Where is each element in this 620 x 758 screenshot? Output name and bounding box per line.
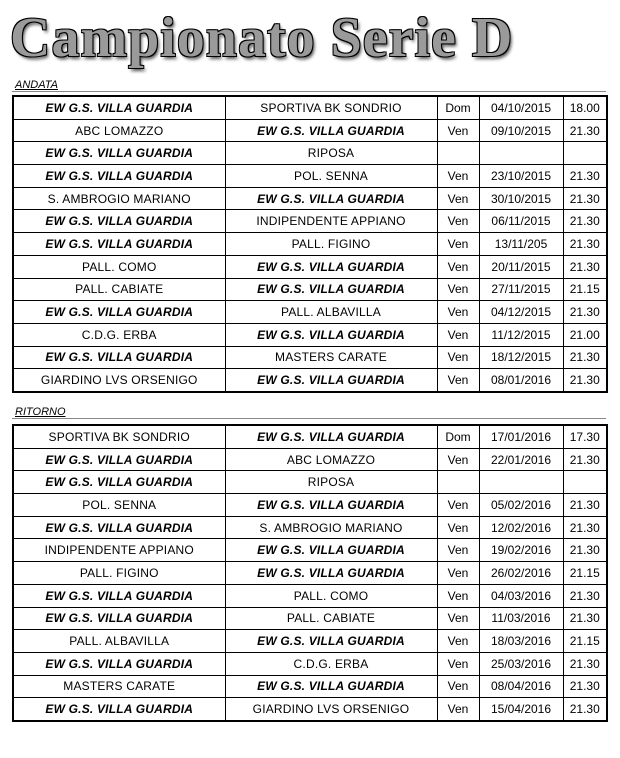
match-row xyxy=(13,562,607,585)
home-team-cell: EW G.S. VILLA GUARDIA xyxy=(13,96,225,119)
match-row xyxy=(13,369,607,392)
match-row xyxy=(13,516,607,539)
time-cell: 21.00 xyxy=(563,323,607,346)
time-cell: 21.30 xyxy=(563,233,607,256)
away-team-cell: SPORTIVA BK SONDRIO xyxy=(225,96,437,119)
day-cell: Ven xyxy=(437,119,479,142)
home-team-cell: EW G.S. VILLA GUARDIA xyxy=(13,584,225,607)
match-row xyxy=(13,652,607,675)
match-row xyxy=(13,607,607,630)
match-row xyxy=(13,323,607,346)
away-team-cell: EW G.S. VILLA GUARDIA xyxy=(225,539,437,562)
day-cell: Ven xyxy=(437,652,479,675)
date-cell: 11/03/2016 xyxy=(479,607,563,630)
date-cell: 25/03/2016 xyxy=(479,652,563,675)
date-cell: 26/02/2016 xyxy=(479,562,563,585)
away-team-cell: RIPOSA xyxy=(225,142,437,165)
date-cell: 04/12/2015 xyxy=(479,301,563,324)
time-cell: 21.30 xyxy=(563,675,607,698)
date-cell: 08/01/2016 xyxy=(479,369,563,392)
home-team-cell: EW G.S. VILLA GUARDIA xyxy=(13,210,225,233)
section-label-andata: ANDATA xyxy=(15,79,58,91)
match-row xyxy=(13,278,607,301)
time-cell: 21.15 xyxy=(563,278,607,301)
home-team-cell: ABC LOMAZZO xyxy=(13,119,225,142)
date-cell: 19/02/2016 xyxy=(479,539,563,562)
time-cell: 21.30 xyxy=(563,346,607,369)
section-divider xyxy=(12,418,606,419)
match-row xyxy=(13,494,607,517)
date-cell: 12/02/2016 xyxy=(479,516,563,539)
section-divider xyxy=(12,91,606,92)
home-team-cell: PALL. COMO xyxy=(13,255,225,278)
home-team-cell: EW G.S. VILLA GUARDIA xyxy=(13,142,225,165)
time-cell: 21.30 xyxy=(563,119,607,142)
away-team-cell: EW G.S. VILLA GUARDIA xyxy=(225,278,437,301)
date-cell: 18/03/2016 xyxy=(479,630,563,653)
date-cell: 23/10/2015 xyxy=(479,165,563,188)
match-row xyxy=(13,187,607,210)
date-cell xyxy=(479,142,563,165)
time-cell: 21.30 xyxy=(563,448,607,471)
match-row xyxy=(13,448,607,471)
away-team-cell: EW G.S. VILLA GUARDIA xyxy=(225,630,437,653)
away-team-cell: EW G.S. VILLA GUARDIA xyxy=(225,562,437,585)
home-team-cell: POL. SENNA xyxy=(13,494,225,517)
away-team-cell: EW G.S. VILLA GUARDIA xyxy=(225,369,437,392)
match-row xyxy=(13,698,607,721)
away-team-cell: EW G.S. VILLA GUARDIA xyxy=(225,187,437,210)
day-cell: Ven xyxy=(437,187,479,210)
date-cell: 17/01/2016 xyxy=(479,425,563,448)
time-cell: 21.15 xyxy=(563,562,607,585)
time-cell: 21.30 xyxy=(563,539,607,562)
home-team-cell: S. AMBROGIO MARIANO xyxy=(13,187,225,210)
date-cell: 11/12/2015 xyxy=(479,323,563,346)
date-cell: 04/03/2016 xyxy=(479,584,563,607)
date-cell: 06/11/2015 xyxy=(479,210,563,233)
section-label-ritorno: RITORNO xyxy=(15,406,66,418)
home-team-cell: EW G.S. VILLA GUARDIA xyxy=(13,346,225,369)
time-cell: 21.30 xyxy=(563,607,607,630)
home-team-cell: PALL. FIGINO xyxy=(13,562,225,585)
home-team-cell: GIARDINO LVS ORSENIGO xyxy=(13,369,225,392)
match-row xyxy=(13,96,607,119)
time-cell: 21.30 xyxy=(563,494,607,517)
match-row xyxy=(13,630,607,653)
time-cell: 21.30 xyxy=(563,652,607,675)
time-cell xyxy=(563,142,607,165)
time-cell: 21.30 xyxy=(563,516,607,539)
away-team-cell: EW G.S. VILLA GUARDIA xyxy=(225,119,437,142)
date-cell xyxy=(479,471,563,494)
match-row xyxy=(13,119,607,142)
away-team-cell: PALL. COMO xyxy=(225,584,437,607)
home-team-cell: EW G.S. VILLA GUARDIA xyxy=(13,607,225,630)
home-team-cell: EW G.S. VILLA GUARDIA xyxy=(13,165,225,188)
day-cell: Ven xyxy=(437,233,479,256)
match-row xyxy=(13,346,607,369)
day-cell: Dom xyxy=(437,96,479,119)
schedule-table-andata xyxy=(12,95,608,393)
home-team-cell: EW G.S. VILLA GUARDIA xyxy=(13,233,225,256)
day-cell xyxy=(437,471,479,494)
day-cell: Ven xyxy=(437,607,479,630)
away-team-cell: PALL. ALBAVILLA xyxy=(225,301,437,324)
home-team-cell: EW G.S. VILLA GUARDIA xyxy=(13,448,225,471)
day-cell: Ven xyxy=(437,698,479,721)
away-team-cell: RIPOSA xyxy=(225,471,437,494)
time-cell: 21.15 xyxy=(563,630,607,653)
time-cell: 21.30 xyxy=(563,698,607,721)
away-team-cell: S. AMBROGIO MARIANO xyxy=(225,516,437,539)
away-team-cell: EW G.S. VILLA GUARDIA xyxy=(225,494,437,517)
day-cell: Ven xyxy=(437,494,479,517)
day-cell: Ven xyxy=(437,675,479,698)
away-team-cell: PALL. CABIATE xyxy=(225,607,437,630)
date-cell: 30/10/2015 xyxy=(479,187,563,210)
home-team-cell: EW G.S. VILLA GUARDIA xyxy=(13,516,225,539)
away-team-cell: EW G.S. VILLA GUARDIA xyxy=(225,425,437,448)
home-team-cell: PALL. ALBAVILLA xyxy=(13,630,225,653)
time-cell: 21.30 xyxy=(563,187,607,210)
day-cell: Ven xyxy=(437,630,479,653)
match-row xyxy=(13,142,607,165)
home-team-cell: MASTERS CARATE xyxy=(13,675,225,698)
day-cell xyxy=(437,142,479,165)
day-cell: Ven xyxy=(437,539,479,562)
home-team-cell: EW G.S. VILLA GUARDIA xyxy=(13,471,225,494)
home-team-cell: C.D.G. ERBA xyxy=(13,323,225,346)
day-cell: Ven xyxy=(437,323,479,346)
date-cell: 20/11/2015 xyxy=(479,255,563,278)
day-cell: Ven xyxy=(437,369,479,392)
match-row xyxy=(13,255,607,278)
match-row xyxy=(13,584,607,607)
match-row xyxy=(13,425,607,448)
home-team-cell: EW G.S. VILLA GUARDIA xyxy=(13,301,225,324)
away-team-cell: ABC LOMAZZO xyxy=(225,448,437,471)
date-cell: 08/04/2016 xyxy=(479,675,563,698)
day-cell: Ven xyxy=(437,346,479,369)
day-cell: Ven xyxy=(437,562,479,585)
time-cell xyxy=(563,471,607,494)
date-cell: 15/04/2016 xyxy=(479,698,563,721)
date-cell: 27/11/2015 xyxy=(479,278,563,301)
home-team-cell: EW G.S. VILLA GUARDIA xyxy=(13,652,225,675)
match-row xyxy=(13,301,607,324)
match-row xyxy=(13,675,607,698)
day-cell: Ven xyxy=(437,165,479,188)
time-cell: 18.00 xyxy=(563,96,607,119)
day-cell: Ven xyxy=(437,278,479,301)
match-row xyxy=(13,165,607,188)
date-cell: 09/10/2015 xyxy=(479,119,563,142)
away-team-cell: EW G.S. VILLA GUARDIA xyxy=(225,675,437,698)
home-team-cell: PALL. CABIATE xyxy=(13,278,225,301)
date-cell: 13/11/205 xyxy=(479,233,563,256)
time-cell: 17.30 xyxy=(563,425,607,448)
home-team-cell: EW G.S. VILLA GUARDIA xyxy=(13,698,225,721)
date-cell: 22/01/2016 xyxy=(479,448,563,471)
away-team-cell: PALL. FIGINO xyxy=(225,233,437,256)
away-team-cell: EW G.S. VILLA GUARDIA xyxy=(225,323,437,346)
match-row xyxy=(13,539,607,562)
time-cell: 21.30 xyxy=(563,210,607,233)
day-cell: Ven xyxy=(437,210,479,233)
time-cell: 21.30 xyxy=(563,165,607,188)
date-cell: 05/02/2016 xyxy=(479,494,563,517)
away-team-cell: POL. SENNA xyxy=(225,165,437,188)
date-cell: 18/12/2015 xyxy=(479,346,563,369)
home-team-cell: SPORTIVA BK SONDRIO xyxy=(13,425,225,448)
away-team-cell: EW G.S. VILLA GUARDIA xyxy=(225,255,437,278)
time-cell: 21.30 xyxy=(563,301,607,324)
away-team-cell: INDIPENDENTE APPIANO xyxy=(225,210,437,233)
day-cell: Ven xyxy=(437,516,479,539)
day-cell: Ven xyxy=(437,448,479,471)
date-cell: 04/10/2015 xyxy=(479,96,563,119)
away-team-cell: C.D.G. ERBA xyxy=(225,652,437,675)
away-team-cell: GIARDINO LVS ORSENIGO xyxy=(225,698,437,721)
match-row xyxy=(13,471,607,494)
page-title: Campionato Serie D xyxy=(10,7,514,69)
day-cell: Ven xyxy=(437,301,479,324)
time-cell: 21.30 xyxy=(563,369,607,392)
home-team-cell: INDIPENDENTE APPIANO xyxy=(13,539,225,562)
match-row xyxy=(13,233,607,256)
day-cell: Ven xyxy=(437,584,479,607)
schedule-table-ritorno xyxy=(12,424,608,722)
time-cell: 21.30 xyxy=(563,255,607,278)
day-cell: Ven xyxy=(437,255,479,278)
day-cell: Dom xyxy=(437,425,479,448)
match-row xyxy=(13,210,607,233)
away-team-cell: MASTERS CARATE xyxy=(225,346,437,369)
time-cell: 21.30 xyxy=(563,584,607,607)
